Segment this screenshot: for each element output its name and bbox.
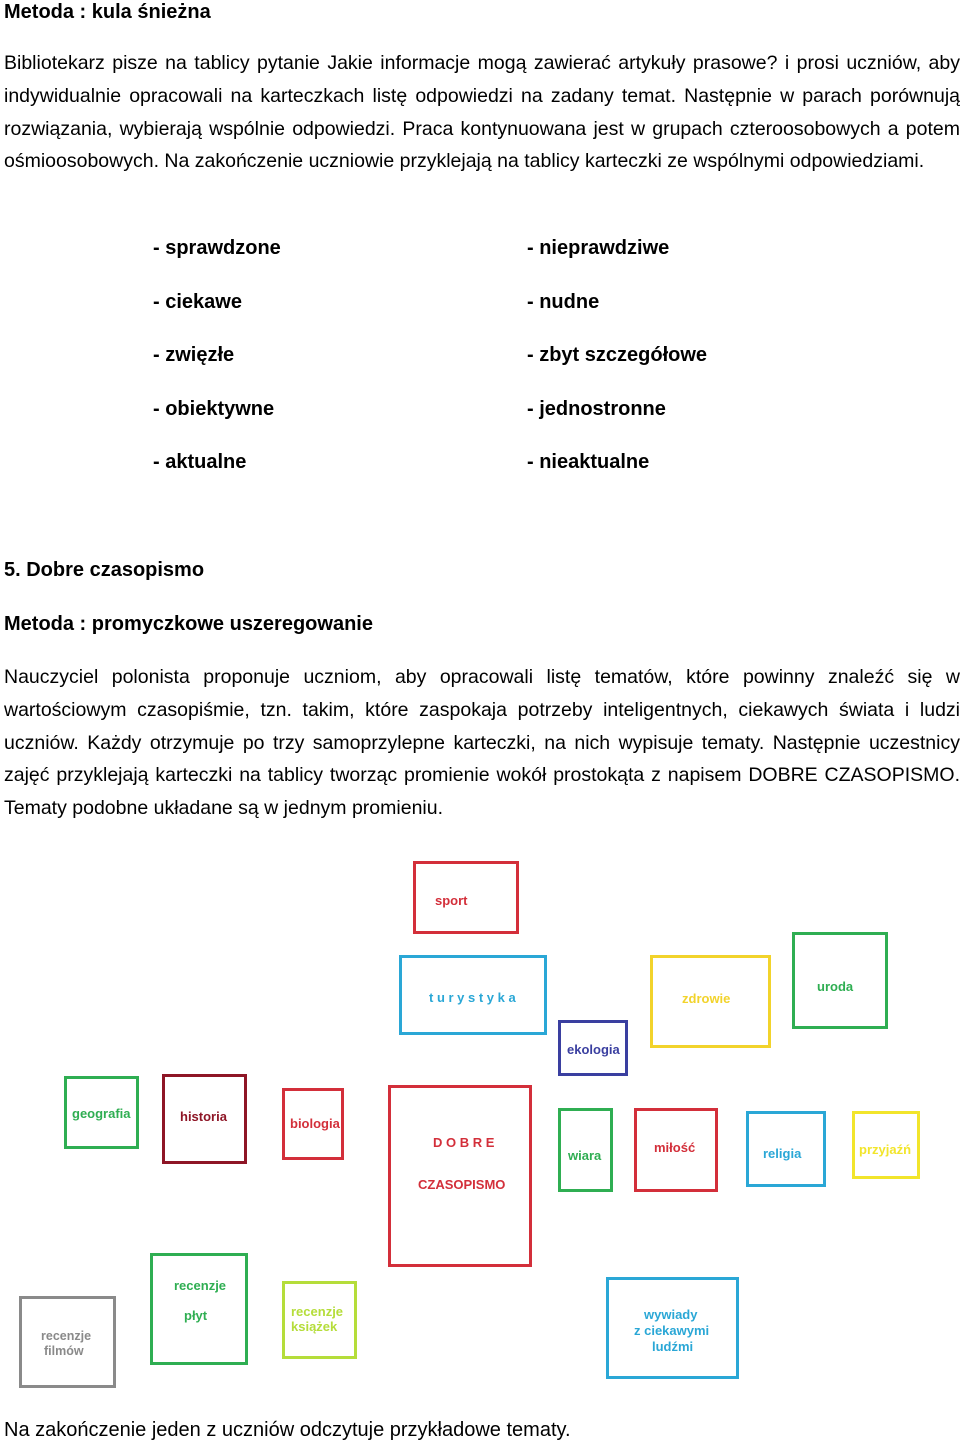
card-label: religia xyxy=(763,1146,802,1161)
card-label-line3: ludźmi xyxy=(652,1339,694,1354)
card-label: t u r y s t y k a xyxy=(429,990,516,1005)
card-biologia xyxy=(282,1088,344,1160)
list-item: - aktualne xyxy=(153,451,247,473)
card-label-line1: recenzje xyxy=(174,1278,227,1293)
card-label: ekologia xyxy=(567,1042,620,1057)
card-label-line1: recenzje xyxy=(291,1304,344,1319)
closing-sentence: Na zakończenie jeden z uczniów odczytuje przykładowe tematy. xyxy=(4,1419,571,1441)
method-heading: Metoda : promyczkowe uszeregowanie xyxy=(4,613,373,635)
card-label-line1: wywiady xyxy=(644,1307,698,1322)
card-label: biologia xyxy=(290,1116,340,1131)
card-wywiady xyxy=(606,1277,739,1379)
card-recenzje-plyt xyxy=(150,1253,248,1365)
card-label-line2: z ciekawymi xyxy=(634,1323,710,1338)
list-item: - nieaktualne xyxy=(527,451,650,473)
card-label: miłość xyxy=(654,1140,696,1155)
card-turystyka xyxy=(399,955,547,1035)
card-label: uroda xyxy=(817,979,854,994)
card-przyjazn xyxy=(852,1111,920,1179)
list-item: - ciekawe xyxy=(153,291,242,313)
card-historia xyxy=(162,1074,247,1164)
list-item: - zbyt szczegółowe xyxy=(527,344,708,366)
card-label: zdrowie xyxy=(682,991,731,1006)
card-milosc xyxy=(634,1108,718,1192)
card-ekologia xyxy=(558,1020,628,1076)
card-label-line1: D O B R E xyxy=(433,1135,495,1150)
list-item: - sprawdzone xyxy=(153,237,281,259)
list-item: - obiektywne xyxy=(153,398,275,420)
card-label: geografia xyxy=(72,1106,131,1121)
card-label: przyjaźń xyxy=(859,1142,912,1157)
card-label: historia xyxy=(180,1109,227,1124)
card-religia xyxy=(746,1111,826,1187)
card-wiara xyxy=(558,1108,613,1192)
card-label-line2: książek xyxy=(291,1319,338,1334)
method-heading: Metoda : kula śnieżna xyxy=(4,1,211,23)
list-item: - nudne xyxy=(527,291,600,313)
card-label: sport xyxy=(435,893,468,908)
card-label-line2: CZASOPISMO xyxy=(418,1177,506,1192)
card-label-line2: filmów xyxy=(44,1344,84,1358)
card-label: wiara xyxy=(568,1148,602,1163)
card-label-line2: płyt xyxy=(184,1308,208,1323)
card-recenzje-ksiazek xyxy=(282,1281,357,1359)
card-sport xyxy=(413,861,519,934)
paragraph-rays: Nauczyciel polonista proponuje uczniom, aby opracowali listę tematów, które powinny znaleźć się w wartościowym czasopiśmie, tzn. takim, które zaspokaja potrzeby inteligentnych, ciekawych świata i ludzi uczniów. Każdy otrzymuje po trzy samoprzylepne karteczki, na nich wypisuje tematy. Następnie uczestnicy zajęć przyklejają karteczki na tablicy tworząc promienie wokół prostokąta z napisem DOBRE CZASOPISMO. Tematy podobne układane są w jednym promieniu. xyxy=(4,666,960,820)
card-uroda xyxy=(792,932,888,1029)
list-item: - nieprawdziwe xyxy=(527,237,670,259)
paragraph-snowball: Bibliotekarz pisze na tablicy pytanie Jakie informacje mogą zawierać artykuły prasowe? i prosi uczniów, aby indywidualnie opracowali na karteczkach listę odpowiedzi na zadany temat. Następnie w parach porównują rozwiązania, wybierają wspólnie odpowiedzi. Praca kontynuowana jest w grupach czteroosobowych a potem ośmioosobowych. Na zakończenie uczniowie przyklejają na tablicy karteczki ze wspólnymi odpowiedziami. xyxy=(4,52,960,173)
card-geografia xyxy=(64,1076,139,1149)
card-dobre-czasopismo xyxy=(388,1085,532,1267)
list-item: - jednostronne xyxy=(527,398,666,420)
list-item: - zwięzłe xyxy=(153,344,235,366)
card-label-line1: recenzje xyxy=(41,1329,92,1343)
section-heading: 5. Dobre czasopismo xyxy=(4,559,205,581)
card-zdrowie xyxy=(650,955,771,1048)
card-recenzje-filmow xyxy=(19,1296,116,1388)
